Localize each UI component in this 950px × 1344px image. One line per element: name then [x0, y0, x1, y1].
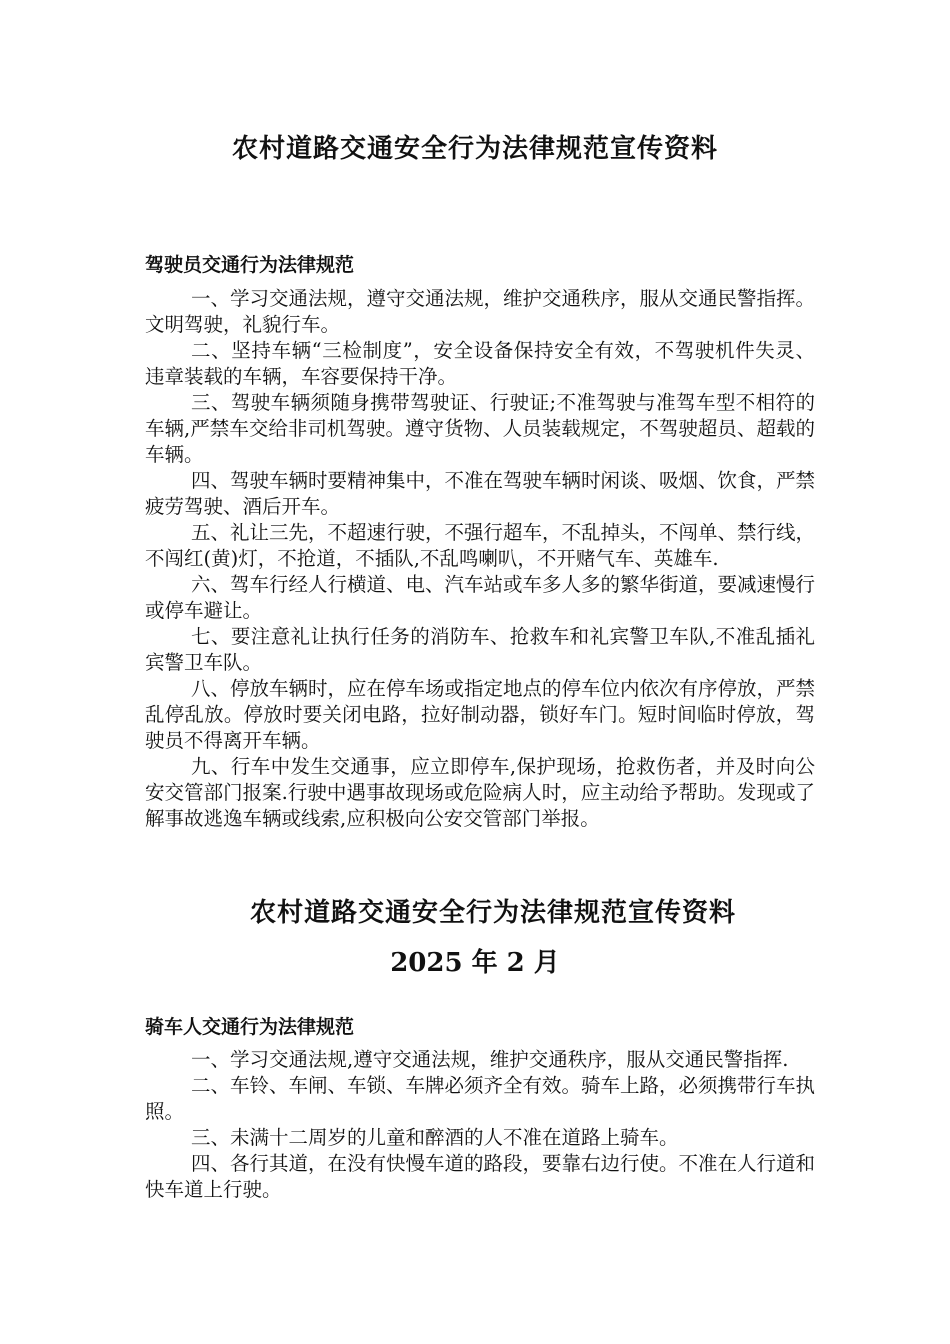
- paragraph: 四、各行其道，在没有快慢车道的路段，要靠右边行使。不准在人行道和快车道上行驶。: [145, 1152, 816, 1201]
- paragraph: 一、学习交通法规,遵守交通法规，维护交通秩序，服从交通民警指挥.: [191, 1048, 789, 1071]
- paragraph: 九、行车中发生交通事，应立即停车,保护现场，抢救伤者，并及时向公安交管部门报案.行驶中遇事故现场或危险病人时，应主动给予帮助。发现或了解事故逃逸车辆或线索,应积极向公安交管部门举报。: [145, 755, 815, 830]
- paragraph: 五、礼让三先，不超速行驶，不强行超车，不乱掉头，不闯单、禁行线，不闯红(黄)灯，不抢道，不插队,不乱鸣喇叭，不开赌气车、英雄车.: [145, 521, 816, 570]
- paragraph: 四、驾驶车辆时要精神集中，不准在驾驶车辆时闲谈、吸烟、饮食，严禁疲劳驾驶、酒后开车。: [145, 469, 816, 518]
- document-repeat-title: 农村道路交通安全行为法律规范宣传资料: [250, 898, 737, 928]
- document-date: 2025 年 2 月: [390, 948, 560, 978]
- paragraph: 二、车铃、车闸、车锁、车牌必须齐全有效。骑车上路，必须携带行车执照。: [145, 1074, 816, 1123]
- paragraph: 六、驾车行经人行横道、电、汽车站或车多人多的繁华街道，要减速慢行或停车避让。: [145, 573, 816, 622]
- section-heading-cyclist: 骑车人交通行为法律规范: [145, 1016, 355, 1038]
- paragraph: 一、学习交通法规，遵守交通法规，维护交通秩序，服从交通民警指挥。文明驾驶，礼貌行车。: [145, 287, 816, 336]
- paragraph: 八、停放车辆时，应在停车场或指定地点的停车位内依次有序停放，严禁乱停乱放。停放时要关闭电路，拉好制动器，锁好车门。短时间临时停放，驾驶员不得离开车辆。: [145, 677, 816, 752]
- document-title: 农村道路交通安全行为法律规范宣传资料: [231, 134, 718, 164]
- paragraph: 二、坚持车辆“三检制度”，安全设备保持安全有效，不驾驶机件失灵、违章装载的车辆，车容要保持干净。: [145, 339, 815, 388]
- paragraph: 七、要注意礼让执行任务的消防车、抢救车和礼宾警卫车队,不准乱插礼宾警卫车队。: [145, 625, 815, 674]
- paragraph: 三、未满十二周岁的儿童和醉酒的人不准在道路上骑车。: [191, 1126, 679, 1149]
- paragraph: 三、驾驶车辆须随身携带驾驶证、行驶证;不准驾驶与准驾车型不相符的车辆,严禁车交给非司机驾驶。遵守货物、人员装载规定，不驾驶超员、超载的车辆。: [145, 391, 815, 466]
- driver-rules-list: [145, 286, 815, 832]
- cyclist-rules-list: [145, 1047, 815, 1203]
- section-heading-driver: 驾驶员交通行为法律规范: [145, 254, 355, 276]
